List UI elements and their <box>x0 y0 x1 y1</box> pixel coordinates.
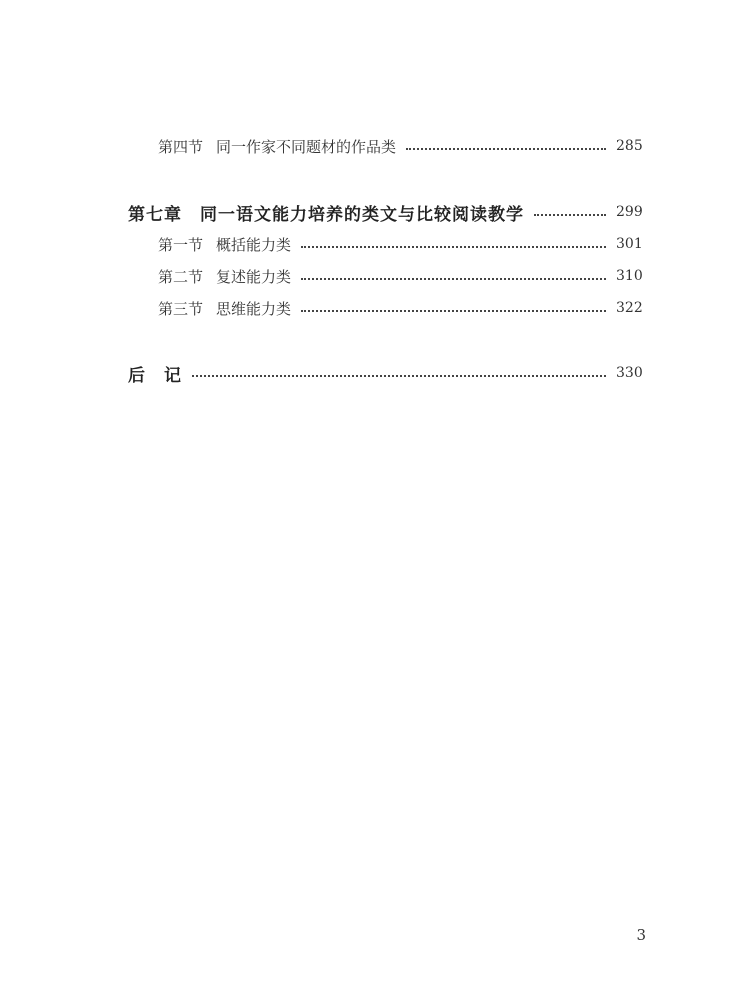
dot-leader <box>192 375 606 377</box>
section-title: 概括能力类 <box>216 235 292 254</box>
dot-leader <box>301 310 606 312</box>
page-number: 299 <box>616 204 643 220</box>
page-number: 301 <box>616 236 643 252</box>
page-number: 330 <box>616 365 643 381</box>
dot-leader <box>301 246 606 248</box>
chapter-number: 第七章 <box>128 204 182 225</box>
page-number: 310 <box>616 268 643 284</box>
page-number: 322 <box>616 300 643 316</box>
toc-entry-afterword <box>128 361 644 385</box>
toc-entry-section-7-3 <box>158 296 644 320</box>
section-title: 同一作家不同题材的作品类 <box>216 137 397 156</box>
toc-entry-section-7-1 <box>158 232 644 256</box>
dot-leader <box>406 148 606 150</box>
dot-leader <box>301 278 606 280</box>
toc-entry-section-7-2 <box>158 264 644 288</box>
dot-leader <box>534 214 606 216</box>
section-number: 第二节 <box>158 267 204 286</box>
section-number: 第三节 <box>158 299 204 318</box>
section-number: 第四节 <box>158 137 204 156</box>
footer-page-number: 3 <box>636 926 646 944</box>
section-title: 复述能力类 <box>216 267 292 286</box>
section-title: 思维能力类 <box>216 299 292 318</box>
chapter-title: 同一语文能力培养的类文与比较阅读教学 <box>200 204 524 225</box>
toc-entry-section-4 <box>158 134 644 158</box>
afterword-title: 后 记 <box>128 365 182 386</box>
toc-entry-chapter-7 <box>128 200 644 224</box>
section-number: 第一节 <box>158 235 204 254</box>
page-number: 285 <box>616 138 643 154</box>
